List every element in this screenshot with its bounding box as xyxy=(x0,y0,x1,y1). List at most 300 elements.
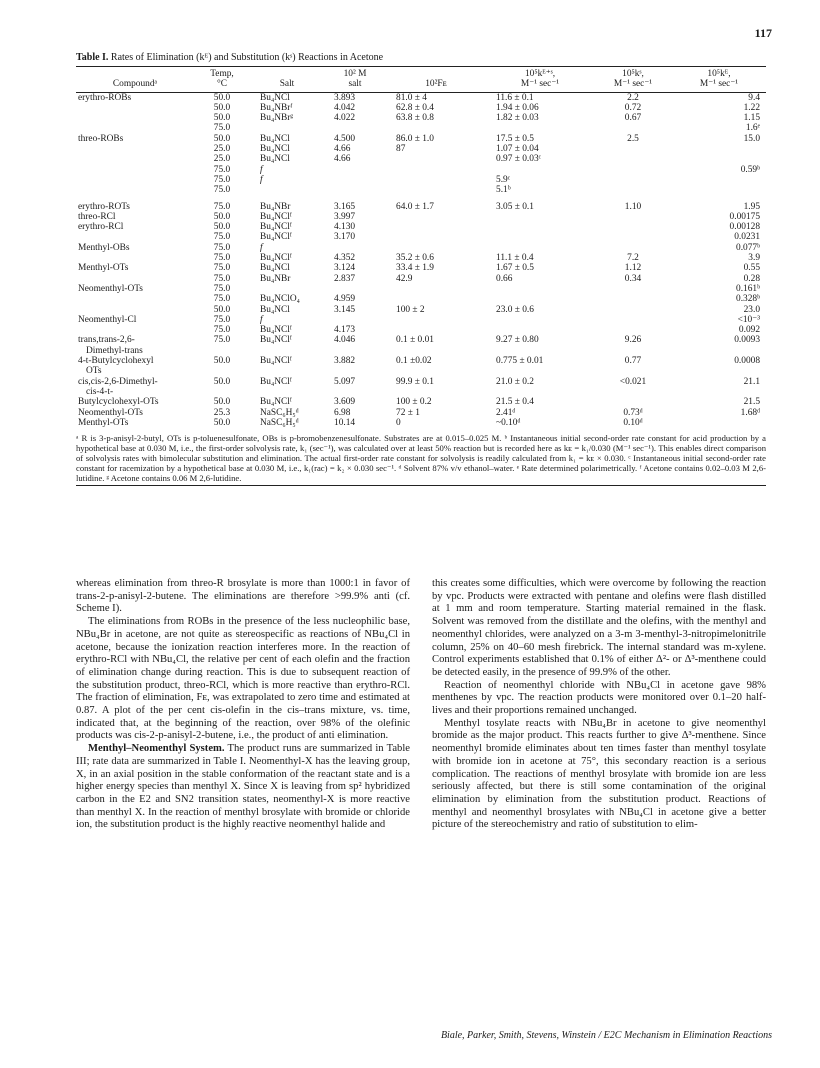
cell-temp: 75.0 xyxy=(213,242,231,253)
table-row xyxy=(76,366,766,376)
table-row xyxy=(76,294,766,304)
cell-compound xyxy=(76,175,194,185)
cell-kes: 17.5 ± 0.5 xyxy=(496,133,534,144)
paragraph: whereas elimination from threo-R brosylate is more than 1000:1 in favor of trans-2-p-anisyl-2-butene. The eliminations are therefore >99.9% anti (cf. Scheme I). xyxy=(76,578,410,615)
table-row xyxy=(76,418,766,430)
cell-salt: Bu₄NCl xyxy=(260,304,290,315)
cell-fe: 33.4 ± 1.9 xyxy=(396,263,434,274)
cell-kes: 9.27 ± 0.80 xyxy=(496,335,539,346)
cell-compound xyxy=(76,305,194,315)
header-fe: 10²Fᴇ xyxy=(386,67,486,92)
table-row xyxy=(76,175,766,185)
cell-temp: 75.0 xyxy=(213,232,231,243)
cell-ke: 0.00175 xyxy=(729,211,760,222)
cell-ks xyxy=(594,397,672,407)
cell-conc: 4.500 xyxy=(334,133,356,144)
cell-compound xyxy=(76,185,194,195)
cell-kes: 21.0 ± 0.2 xyxy=(496,376,534,387)
cell-temp: 50.0 xyxy=(213,92,231,103)
table-row xyxy=(76,154,766,164)
cell-ke xyxy=(672,346,766,356)
table-row xyxy=(76,305,766,315)
cell-kes xyxy=(486,366,594,376)
cell-fe: 0.1 ± 0.01 xyxy=(396,335,434,346)
cell-fe xyxy=(386,123,486,133)
cell-salt xyxy=(250,123,324,133)
cell-kes: 5.9ᶜ xyxy=(496,174,511,185)
cell-fe xyxy=(386,366,486,376)
cell-ks xyxy=(594,284,672,294)
cell-temp: 75.0 xyxy=(213,314,231,325)
cell-ks xyxy=(594,243,672,253)
cell-salt: Bu₄NBrᵍ xyxy=(260,113,294,124)
cell-temp: 50.0 xyxy=(213,133,231,144)
cell-conc: 4.352 xyxy=(334,253,356,264)
cell-temp: 25.0 xyxy=(213,144,231,155)
cell-kes xyxy=(486,387,594,397)
cell-temp: 50.0 xyxy=(213,304,231,315)
cell-salt xyxy=(250,284,324,294)
cell-compound: OTs xyxy=(86,366,102,377)
table-footnotes: ᵃ R is 3-p-anisyl-2-butyl, OTs is p-toluenesulfonate, OBs is p-bromobenzenesulfonate. Substrates are at 0.015–0.025 M. ᵇ Instantaneous initial second-order rate constant for acid production by a hypothetical base at 0.030 M, i.e., the first-order solvolysis rate, k₁ (sec⁻¹), was calculated over at least 50% reaction but is recorded here as kᴇ = k₁/0.030 (M⁻¹ sec⁻¹). This enables direct comparison of solvolysis rates with bimolecular substitution and elimination. The actual first-order rate constant for solvolysis is readily calculated from k₁ = kᴇ × 0.030. ᶜ Instantaneous initial second-order rate constant for racemization by a hypothetical base at 0.030 M, i.e., k₁(rac) = k₂ × 0.030 sec⁻¹. ᵈ Solvent 87% v/v ethanol–water. ᵉ Rate determined polarimetrically. ᶠ Acetone contains 0.02–0.03 M 2,6-lutidine. ᵍ Acetone contains 0.06 M 2,6-lutidine. xyxy=(76,433,766,484)
cell-conc xyxy=(324,284,386,294)
cell-ke: 1.22 xyxy=(743,102,760,113)
table-row xyxy=(76,144,766,154)
cell-kes: 1.67 ± 0.5 xyxy=(496,263,534,274)
cell-salt: Bu₄NBrᶠ xyxy=(260,102,293,113)
cell-fe xyxy=(386,315,486,325)
paragraph: this creates some difficulties, which were overcome by following the reaction by vpc. Products were extracted with pentane and olefins were flash distilled at 1 mm and room temperature. Starting material remained in the flask. Solvent was removed from the distillate and the olefins, with the menthyl and neomenthyl chlorides, were analyzed on a 3-m 3-menthyl-3-nitropimelonitrile column, 25% on 40–60 mesh firebrick. The internal standard was m-xylene. Control experiments established that 0.1% of either Δ²- or Δ³-menthene could be detected easily, in the presence of 99.9% of the other. xyxy=(432,578,766,678)
cell-ke: 0.328ᵇ xyxy=(736,294,760,305)
cell-kes: 0.775 ± 0.01 xyxy=(496,356,544,367)
cell-compound: Menthyl-OTs xyxy=(78,417,129,428)
body-text xyxy=(76,578,766,832)
table-row xyxy=(76,408,766,418)
cell-kes: 11.6 ± 0.1 xyxy=(496,92,534,103)
cell-ks xyxy=(594,154,672,164)
cell-fe xyxy=(386,165,486,175)
cell-kes xyxy=(486,315,594,325)
cell-temp: 75.0 xyxy=(213,294,231,305)
cell-compound: threo-ROBs xyxy=(78,133,124,144)
cell-conc xyxy=(324,387,386,397)
header-salt: Salt xyxy=(250,67,324,92)
cell-compound: Menthyl-OTs xyxy=(78,263,129,274)
cell-conc: 3.170 xyxy=(334,232,356,243)
cell-fe xyxy=(386,185,486,195)
table-row xyxy=(76,123,766,133)
cell-conc: 4.042 xyxy=(334,102,356,113)
cell-temp: 50.0 xyxy=(213,102,231,113)
cell-temp xyxy=(194,387,250,397)
rates-table-body xyxy=(76,92,766,430)
cell-kes: 3.05 ± 0.1 xyxy=(496,201,534,212)
cell-temp xyxy=(194,346,250,356)
cell-salt: Bu₄NClᶠ xyxy=(260,232,292,243)
cell-ks xyxy=(594,387,672,397)
table-header-row xyxy=(76,67,766,92)
cell-salt xyxy=(250,387,324,397)
cell-ke: 1.15 xyxy=(743,113,760,124)
table-row xyxy=(76,103,766,113)
cell-kes: 1.94 ± 0.06 xyxy=(496,102,539,113)
cell-kes xyxy=(486,232,594,242)
cell-conc: 3.997 xyxy=(334,211,356,222)
cell-temp: 50.0 xyxy=(213,417,231,428)
table-label: Table I. xyxy=(76,52,109,63)
cell-temp: 50.0 xyxy=(213,356,231,367)
cell-ke: 21.1 xyxy=(743,376,760,387)
cell-compound: 4-t-Butylcyclohexyl xyxy=(78,356,154,367)
cell-ke: 0.59ᵇ xyxy=(740,164,760,175)
cell-salt: Bu₄NCl xyxy=(260,92,290,103)
cell-salt: NaSC₆H₅ᵈ xyxy=(260,417,299,428)
cell-temp: 75.0 xyxy=(213,174,231,185)
cell-ke: 9.4 xyxy=(748,92,760,103)
right-column xyxy=(432,578,766,832)
cell-ks: 0.34 xyxy=(624,273,642,284)
header-conc: 10² M salt xyxy=(324,67,386,92)
cell-temp: 75.0 xyxy=(213,185,231,196)
cell-ke xyxy=(672,154,766,164)
table-row xyxy=(76,387,766,397)
cell-temp: 75.0 xyxy=(213,123,231,134)
cell-temp: 25.0 xyxy=(213,154,231,165)
cell-salt: Bu₄NClᶠ xyxy=(260,376,292,387)
table-row xyxy=(76,185,766,195)
paragraph: Reaction of neomenthyl chloride with NBu₄Cl in acetone gave 98% menthenes by vpc. The reaction products were monitored over 0.1–20 half-lives and their proportions remained unchanged. xyxy=(432,679,766,717)
rates-table-block xyxy=(76,52,766,486)
cell-compound xyxy=(76,274,194,284)
cell-compound: Menthyl-OBs xyxy=(78,242,130,253)
table-caption xyxy=(76,52,766,63)
cell-ks: 1.12 xyxy=(624,263,642,274)
cell-salt: Bu₄NClᶠ xyxy=(260,253,292,264)
cell-ke: 0.28 xyxy=(743,273,760,284)
cell-conc: 3.609 xyxy=(334,397,356,408)
cell-ke xyxy=(672,387,766,397)
cell-salt xyxy=(250,346,324,356)
cell-temp: 75.0 xyxy=(213,201,231,212)
cell-ks: 1.10 xyxy=(624,201,642,212)
cell-conc: 5.097 xyxy=(334,376,356,387)
cell-ke: <10⁻³ xyxy=(737,314,760,325)
cell-compound: Butylcyclohexyl-OTs xyxy=(78,397,159,408)
cell-salt: Bu₄NBr xyxy=(260,273,291,284)
cell-conc xyxy=(324,366,386,376)
cell-kes: 0.66 xyxy=(496,273,513,284)
cell-salt: Bu₄NClᶠ xyxy=(260,325,292,336)
cell-salt xyxy=(250,185,324,195)
cell-kes xyxy=(486,165,594,175)
cell-ks xyxy=(594,232,672,242)
cell-temp: 75.0 xyxy=(213,325,231,336)
cell-salt: NaSC₆H₅ᵈ xyxy=(260,407,299,418)
cell-conc xyxy=(324,123,386,133)
cell-salt: f xyxy=(260,242,263,253)
table-row xyxy=(76,284,766,294)
header-temp: Temp, °C xyxy=(194,67,250,92)
cell-salt: Bu₄NClᶠ xyxy=(260,222,292,233)
table-row xyxy=(76,212,766,222)
cell-salt: Bu₄NClᶠ xyxy=(260,335,292,346)
cell-compound xyxy=(76,294,194,304)
left-column xyxy=(76,578,410,832)
cell-fe: 0.1 ±0.02 xyxy=(396,356,432,367)
cell-temp: 75.0 xyxy=(213,164,231,175)
cell-fe: 87 xyxy=(396,144,406,155)
header-ks: 10⁵kˢ, M⁻¹ sec⁻¹ xyxy=(594,67,672,92)
cell-kes xyxy=(486,243,594,253)
cell-compound: threo-RCl xyxy=(78,211,116,222)
cell-conc: 10.14 xyxy=(334,417,356,428)
cell-ke: 0.0008 xyxy=(734,356,760,367)
cell-ks xyxy=(594,305,672,315)
cell-kes: 2.41ᵈ xyxy=(496,407,516,418)
cell-fe xyxy=(386,325,486,335)
cell-ke xyxy=(672,175,766,185)
cell-salt: f xyxy=(260,314,263,325)
paragraph: Menthyl–Neomenthyl System. The product runs are summarized in Table III; rate data are summarized in Table I. Neomenthyl-X has the leaving group, X, in an axial position in the stable conformation of the reactant state and is a higher energy species than menthyl X. Since X is leaving from sp² hybridized carbon in the E2 and SN2 transition states, neomenthyl-X is more reactive than menthyl X. In the reaction of menthyl brosylate with bromide or chloride ion, the substitution product is the highly reactive neomenthyl halide and xyxy=(76,743,410,831)
cell-temp: 50.0 xyxy=(213,211,231,222)
cell-compound: trans,trans-2,6- xyxy=(78,335,135,346)
cell-kes: 11.1 ± 0.4 xyxy=(496,253,534,264)
cell-fe: 62.8 ± 0.4 xyxy=(396,102,434,113)
cell-ks: 2.5 xyxy=(627,133,639,144)
running-footer: Biale, Parker, Smith, Stevens, Winstein / E2C Mechanism in Elimination Reactions xyxy=(440,1030,772,1041)
cell-temp xyxy=(194,366,250,376)
cell-fe: 86.0 ± 1.0 xyxy=(396,133,434,144)
cell-compound xyxy=(76,232,194,242)
cell-salt: Bu₄NClᶠ xyxy=(260,211,292,222)
cell-fe: 42.9 xyxy=(396,273,413,284)
cell-fe: 99.9 ± 0.1 xyxy=(396,376,434,387)
table-row xyxy=(76,315,766,325)
cell-ks xyxy=(594,315,672,325)
cell-ke xyxy=(672,418,766,430)
header-compound: Compoundᵃ xyxy=(76,67,194,92)
cell-fe: 72 ± 1 xyxy=(396,407,420,418)
cell-ks: 0.67 xyxy=(624,113,642,124)
cell-compound xyxy=(76,123,194,133)
cell-fe xyxy=(386,387,486,397)
cell-fe: 35.2 ± 0.6 xyxy=(396,253,434,264)
cell-ke: 3.9 xyxy=(748,253,760,264)
cell-fe: 100 ± 2 xyxy=(396,304,425,315)
cell-ks xyxy=(594,165,672,175)
cell-temp: 50.0 xyxy=(213,397,231,408)
cell-fe: 63.8 ± 0.8 xyxy=(396,113,434,124)
cell-salt: Bu₄NBr xyxy=(260,201,291,212)
table-row xyxy=(76,325,766,335)
cell-ke: 15.0 xyxy=(743,133,760,144)
cell-compound: cis-4-t- xyxy=(86,386,114,397)
cell-kes: 5.1ᵇ xyxy=(496,185,511,196)
cell-ke: 0.0231 xyxy=(734,232,760,243)
cell-ke: 21.5 xyxy=(743,397,760,408)
cell-compound: erythro-ROBs xyxy=(78,92,132,103)
header-ke: 10⁵kᴱ, M⁻¹ sec⁻¹ xyxy=(672,67,766,92)
cell-conc xyxy=(324,175,386,185)
cell-conc xyxy=(324,315,386,325)
cell-fe xyxy=(386,243,486,253)
cell-kes: 23.0 ± 0.6 xyxy=(496,304,534,315)
cell-temp: 75.0 xyxy=(213,273,231,284)
cell-conc: 4.130 xyxy=(334,222,356,233)
cell-salt xyxy=(250,366,324,376)
cell-ks: 2.2 xyxy=(627,92,639,103)
cell-salt: Bu₄NCl xyxy=(260,154,290,165)
cell-ks xyxy=(594,346,672,356)
cell-kes: 1.82 ± 0.03 xyxy=(496,113,539,124)
cell-ke xyxy=(672,144,766,154)
cell-kes xyxy=(486,325,594,335)
cell-conc: 3.893 xyxy=(334,92,356,103)
cell-temp: 75.0 xyxy=(213,263,231,274)
cell-compound: erythro-ROTs xyxy=(78,201,130,212)
cell-fe xyxy=(386,222,486,232)
cell-ke: 1.68ᵈ xyxy=(740,407,760,418)
cell-fe xyxy=(386,294,486,304)
cell-salt: f xyxy=(260,164,263,175)
cell-ks: 0.10ᵈ xyxy=(623,417,643,428)
cell-salt: Bu₄NCl xyxy=(260,144,290,155)
cell-temp: 25.3 xyxy=(213,407,231,418)
cell-compound: Neomenthyl-OTs xyxy=(78,407,143,418)
cell-ks xyxy=(594,325,672,335)
table-row xyxy=(76,196,766,212)
cell-temp: 50.0 xyxy=(213,222,231,233)
cell-fe xyxy=(386,346,486,356)
cell-ks: 7.2 xyxy=(627,253,639,264)
table-row xyxy=(76,232,766,242)
cell-compound: erythro-RCl xyxy=(78,222,124,233)
table-row xyxy=(76,243,766,253)
cell-fe: 0 xyxy=(396,417,401,428)
cell-compound: Neomenthyl-OTs xyxy=(78,283,143,294)
cell-conc: 3.165 xyxy=(334,201,356,212)
cell-compound: cis,cis-2,6-Dimethyl- xyxy=(78,376,158,387)
cell-conc: 3.124 xyxy=(334,263,356,274)
cell-kes xyxy=(486,212,594,222)
cell-compound xyxy=(76,253,194,263)
cell-fe xyxy=(386,232,486,242)
cell-ke: 23.0 xyxy=(743,304,760,315)
cell-compound xyxy=(76,103,194,113)
cell-salt: Bu₄NCl xyxy=(260,133,290,144)
cell-ke: 0.0093 xyxy=(734,335,760,346)
cell-ks xyxy=(594,294,672,304)
table-caption-text: Rates of Elimination (kᴱ) and Substitution (kˢ) Reactions in Acetone xyxy=(110,52,384,63)
page-number: 117 xyxy=(754,26,772,40)
cell-ke: 0.00128 xyxy=(729,222,760,233)
table-row xyxy=(76,274,766,284)
cell-fe xyxy=(386,154,486,164)
table-row xyxy=(76,356,766,366)
cell-ke xyxy=(672,185,766,195)
cell-ks: 0.73ᵈ xyxy=(623,407,643,418)
table-row xyxy=(76,263,766,273)
cell-compound xyxy=(76,113,194,123)
cell-ks xyxy=(594,212,672,222)
cell-salt: Bu₄NClᶠ xyxy=(260,397,292,408)
cell-ks: 0.77 xyxy=(624,356,642,367)
table-row xyxy=(76,253,766,263)
cell-ke: 0.55 xyxy=(743,263,760,274)
cell-ke: 0.092 xyxy=(738,325,760,336)
cell-conc: 4.046 xyxy=(334,335,356,346)
cell-kes xyxy=(486,222,594,232)
cell-salt: f xyxy=(260,174,263,185)
cell-conc xyxy=(324,165,386,175)
table-row xyxy=(76,222,766,232)
cell-conc xyxy=(324,243,386,253)
cell-ks xyxy=(594,185,672,195)
cell-ke: 1.95 xyxy=(743,201,760,212)
table-row xyxy=(76,165,766,175)
cell-kes xyxy=(486,294,594,304)
cell-compound xyxy=(76,144,194,154)
cell-compound xyxy=(76,154,194,164)
cell-fe xyxy=(386,212,486,222)
cell-ks xyxy=(594,366,672,376)
table-row xyxy=(76,377,766,387)
table-row xyxy=(76,113,766,123)
cell-ke xyxy=(672,366,766,376)
paragraph: The eliminations from ROBs in the presence of the less nucleophilic base, NBu₄Br in acetone, are not quite as stereospecific as reactions of NBu₄Cl in acetone, because the ionization reaction interferes more. In the reaction of erythro-RCl with NBu₄Cl, the relative per cent of each olefin and the fraction of elimination change during reaction. This is due to subsequent reaction of the substitution product, threo-RCl, which is more reactive than erythro-RCl. The fraction of elimination, Fᴇ, was extrapolated to zero time and estimated at 0.87. A plot of the per cent cis-olefin in the cis–trans mixture, vs. time, indicated that, at the beginning of the reaction, over 98% of the olefinic products was cis-2-p-anisyl-2-butene, i.e., the product of anti elimination. xyxy=(76,616,410,742)
cell-ks: 0.72 xyxy=(624,102,642,113)
cell-conc: 4.959 xyxy=(334,294,356,305)
cell-temp: 75.0 xyxy=(213,283,231,294)
cell-ke: 0.077ᵇ xyxy=(736,242,760,253)
cell-ks: <0.021 xyxy=(619,376,647,387)
table-row xyxy=(76,346,766,356)
cell-temp: 75.0 xyxy=(213,253,231,264)
paragraph: Menthyl tosylate reacts with NBu₄Br in acetone to give neomenthyl bromide as the major product. This reacts further to give Δ³-menthene. Since neomenthyl bromide eliminates about ten times faster than menthyl tosylate with bromide ion in acetone at 75°, this secondary reaction is a serious complication. The reactions of menthyl brosylate with bromide ion are less seriously affected, but there is still some contamination of the original elimination by elimination from the substitution product. Reactions of menthyl and neomenthyl brosylates with NBu₄Cl in acetone give a better picture of the stereochemistry and ratio of substitution to elim- xyxy=(432,717,766,831)
cell-conc: 3.882 xyxy=(334,356,356,367)
table-row xyxy=(76,92,766,103)
cell-temp: 75.0 xyxy=(213,335,231,346)
cell-ke: 1.6ᵉ xyxy=(745,123,760,134)
cell-compound xyxy=(76,325,194,335)
cell-conc: 2.837 xyxy=(334,273,356,284)
cell-kes: 21.5 ± 0.4 xyxy=(496,397,534,408)
cell-ks: 9.26 xyxy=(624,335,642,346)
section-heading: Menthyl–Neomenthyl System. xyxy=(88,743,225,755)
cell-salt: Bu₄NCl xyxy=(260,263,290,274)
cell-fe xyxy=(386,175,486,185)
cell-kes xyxy=(486,123,594,133)
cell-conc xyxy=(324,185,386,195)
cell-compound: Neomenthyl-Cl xyxy=(78,314,137,325)
cell-fe: 64.0 ± 1.7 xyxy=(396,201,434,212)
cell-conc: 4.66 xyxy=(334,144,351,155)
cell-compound: Dimethyl-trans xyxy=(86,345,143,356)
cell-conc: 4.173 xyxy=(334,325,356,336)
cell-temp: 50.0 xyxy=(213,113,231,124)
cell-salt: Bu₄NClᶠ xyxy=(260,356,292,367)
cell-conc: 3.145 xyxy=(334,304,356,315)
rates-table xyxy=(76,67,766,430)
table-row xyxy=(76,134,766,144)
cell-conc xyxy=(324,346,386,356)
cell-conc: 4.022 xyxy=(334,113,356,124)
cell-fe: 100 ± 0.2 xyxy=(396,397,432,408)
cell-kes xyxy=(486,284,594,294)
cell-kes: ~0.10ᵈ xyxy=(496,417,521,428)
table-bottom-rule xyxy=(76,485,766,486)
cell-kes: 0.97 ± 0.03ᶜ xyxy=(496,154,542,165)
